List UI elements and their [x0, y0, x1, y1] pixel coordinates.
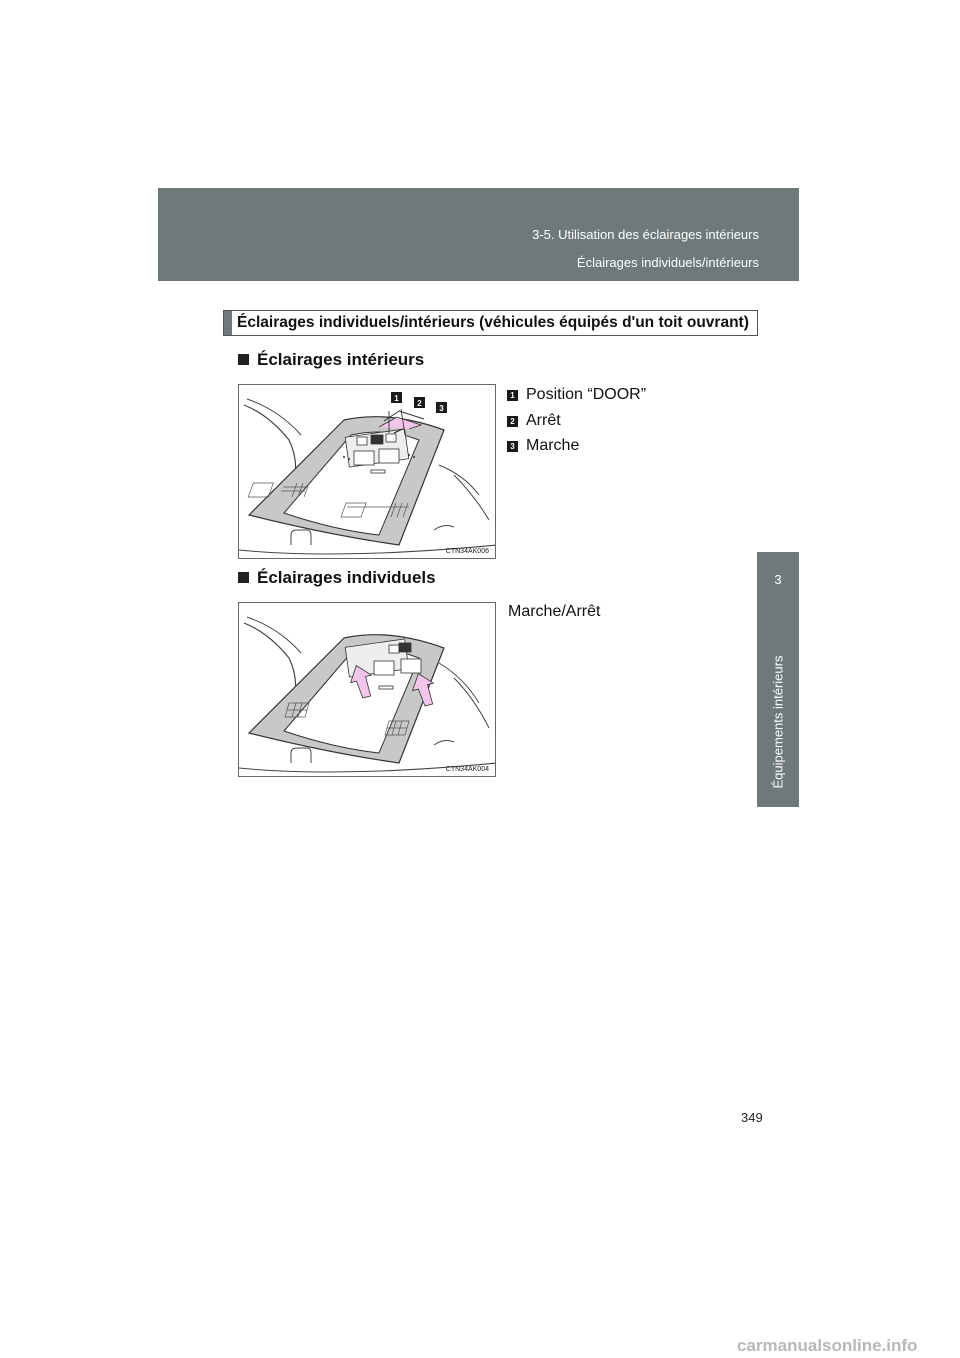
- individual-lights-heading: [238, 568, 436, 588]
- square-bullet-icon: [238, 572, 249, 583]
- overhead-console-illustration: [239, 603, 496, 777]
- section-running-title: Éclairages individuels/intérieurs: [576, 255, 759, 270]
- figure-marker-3: 3: [439, 404, 444, 413]
- chapter-tab-label: Équipements intérieurs: [770, 655, 786, 789]
- individual-lights-note: Marche/Arrêt: [508, 603, 601, 620]
- chapter-number: 3: [774, 572, 782, 587]
- legend-number-3: 3: [507, 441, 518, 452]
- individual-lights-heading-text: Éclairages individuels: [257, 568, 436, 587]
- interior-lights-heading-text: Éclairages intérieurs: [257, 350, 425, 369]
- legend-item-1: [507, 386, 646, 404]
- legend-number-2: 2: [507, 416, 518, 427]
- figure-code-1: CTN34AK006: [445, 548, 489, 555]
- interior-lights-figure: [238, 384, 496, 559]
- section-title: Éclairages individuels/intérieurs (véhicules équipés d'un toit ouvrant): [237, 314, 749, 331]
- square-bullet-icon: [238, 354, 249, 365]
- header-band: [158, 188, 799, 281]
- watermark-text: carmanualsonline.info: [737, 1336, 918, 1355]
- legend-text-2: Arrêt: [526, 412, 561, 429]
- legend-text-3: Marche: [526, 437, 580, 454]
- legend-item-3: [507, 437, 579, 455]
- figure-marker-1: 1: [394, 394, 399, 403]
- overhead-console-illustration: [239, 385, 496, 559]
- page-number: 349: [741, 1110, 763, 1125]
- figure-code-2: CTN34AK004: [445, 766, 489, 773]
- section-title-accent: [224, 311, 232, 335]
- legend-number-1: 1: [507, 390, 518, 401]
- legend-item-2: [507, 412, 561, 430]
- chapter-title: 3-5. Utilisation des éclairages intérieurs: [532, 227, 759, 242]
- interior-lights-heading: [238, 350, 424, 370]
- section-title-box: [223, 310, 758, 336]
- individual-lights-figure: [238, 602, 496, 777]
- legend-text-1: Position “DOOR”: [526, 386, 647, 403]
- chapter-side-tab: [757, 552, 799, 807]
- figure-marker-2: 2: [417, 399, 422, 408]
